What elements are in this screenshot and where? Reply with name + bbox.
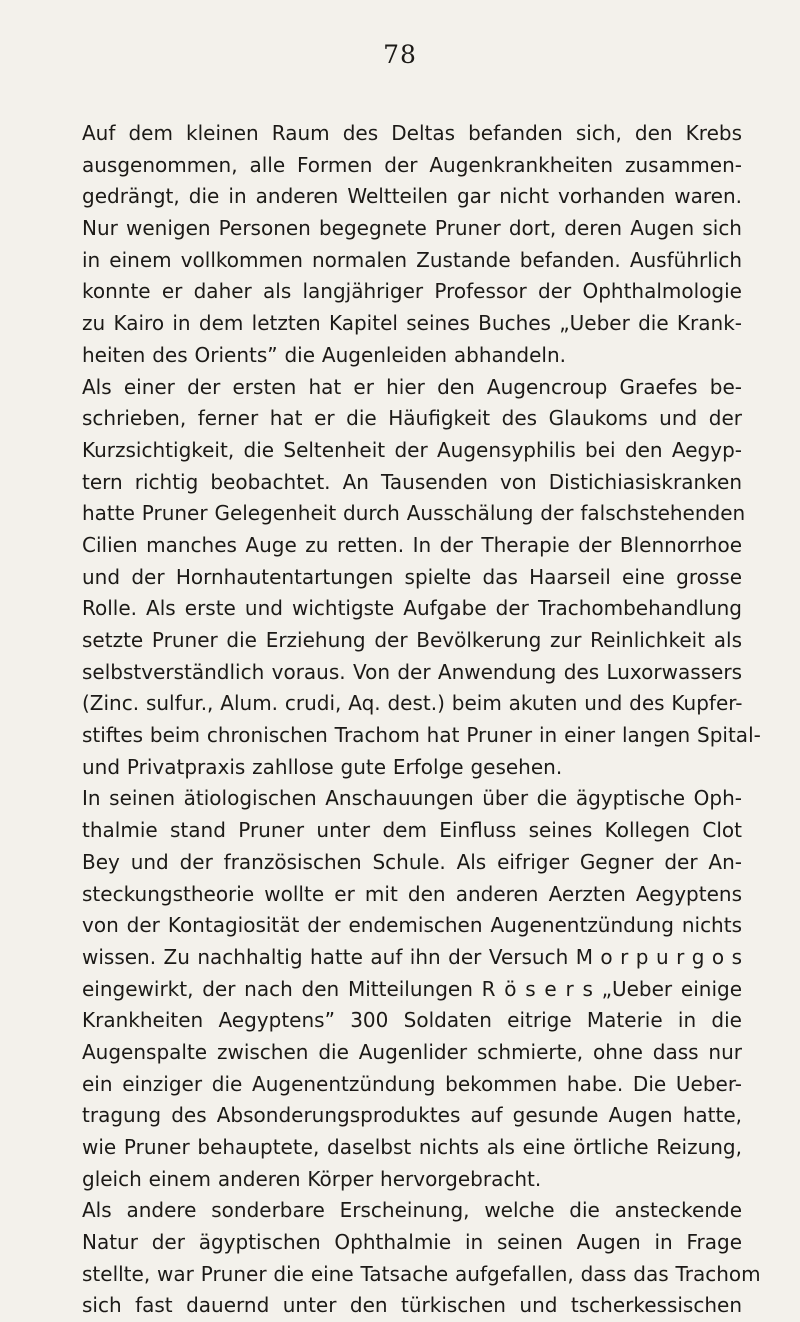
text-line: Augenspalte zwischen die Augenlider schmierte, ohne dass nur [82,1039,742,1064]
text-line: Als andere sonderbare Erscheinung, welche die ansteckende [82,1198,742,1223]
text-line: sich fast dauernd unter den türkischen und tscherkessischen [82,1293,742,1318]
text-line: Auf dem kleinen Raum des Deltas befanden sich, den Krebs [82,121,742,145]
text-line: Als einer der ersten hat er hier den Augencroup Graefes be- [82,374,742,399]
text-line: selbstverständlich voraus. Von der Anwendung des Luxorwassers [82,659,742,684]
text-line: wie Pruner behauptete, daselbst nichts als eine örtliche Reizung, [82,1135,742,1159]
text-line: Cilien manches Auge zu retten. In der Therapie der Blennorrhoe [82,532,742,557]
text-line: setzte Pruner die Erziehung der Bevölkerung zur Reinlichkeit als [82,628,742,652]
text-line: wissen. Zu nachhaltig hatte auf ihn der Versuch M o r p u r g o s [82,944,742,969]
body-text [82,118,761,1322]
text-line: hatte Pruner Gelegenheit durch Ausschälung der falschstehenden [82,501,746,526]
text-line: ein einziger die Augenentzündung bekommen habe. Die Ueber- [82,1071,742,1096]
text-line: stellte, war Pruner die eine Tatsache aufgefallen, dass das Trachom [82,1261,761,1286]
text-line: Nur wenigen Personen begegnete Pruner dort, deren Augen sich [82,216,742,241]
text-line: und der Hornhautentartungen spielte das Haarseil eine grosse [82,564,742,589]
text-line: thalmie stand Pruner unter dem Einfluss seines Kollegen Clot [82,818,742,843]
text-line: Kurzsichtigkeit, die Seltenheit der Augensyphilis bei den Aegyp- [82,437,742,462]
text-line: konnte er daher als langjähriger Professor der Ophthalmologie [82,279,742,304]
text-line: zu Kairo in dem letzten Kapitel seines Buches „Ueber die Krank- [82,311,742,336]
text-line: In seinen ätiologischen Anschauungen über die ägyptische Oph- [82,786,742,811]
text-line: Natur der ägyptischen Ophthalmie in seinen Augen in Frage [82,1230,742,1255]
page-number: 78 [383,40,417,69]
text-line: stiftes beim chronischen Trachom hat Pruner in einer langen Spital- [82,723,761,748]
text-line: in einem vollkommen normalen Zustande befanden. Ausführlich [82,247,742,272]
text-line: Krankheiten Aegyptens” 300 Soldaten eitrige Materie in die [82,1008,742,1033]
text-line: von der Kontagiosität der endemischen Augenentzündung nichts [82,913,742,938]
text-line: gedrängt, die in anderen Weltteilen gar nicht vorhanden waren. [82,184,742,209]
text-line: tragung des Absonderungsproduktes auf gesunde Augen hatte, [82,1103,742,1128]
text-line: ausgenommen, alle Formen der Augenkrankheiten zusammen- [82,152,742,177]
text-line: schrieben, ferner hat er die Häufigkeit des Glaukoms und der [82,406,742,431]
text-line: Rolle. Als erste und wichtigste Aufgabe der Trachombehandlung [82,596,742,621]
text-line: heiten des Orients” die Augenleiden abhandeln. [82,342,567,367]
text-line: gleich einem anderen Körper hervorgebracht. [82,1166,542,1191]
text-line: tern richtig beobachtet. An Tausenden von Distichiasiskranken [82,469,742,494]
text-line: und Privatpraxis zahllose gute Erfolge gesehen. [82,754,563,779]
text-line: Bey und der französischen Schule. Als eifriger Gegner der An- [82,849,742,874]
text-line: steckungstheorie wollte er mit den anderen Aerzten Aegyptens [82,881,742,906]
text-line: (Zinc. sulfur., Alum. crudi, Aq. dest.) beim akuten und des Kupfer- [82,691,743,716]
text-line: eingewirkt, der nach den Mitteilungen R ö s e r s „Ueber einige [82,976,742,1001]
